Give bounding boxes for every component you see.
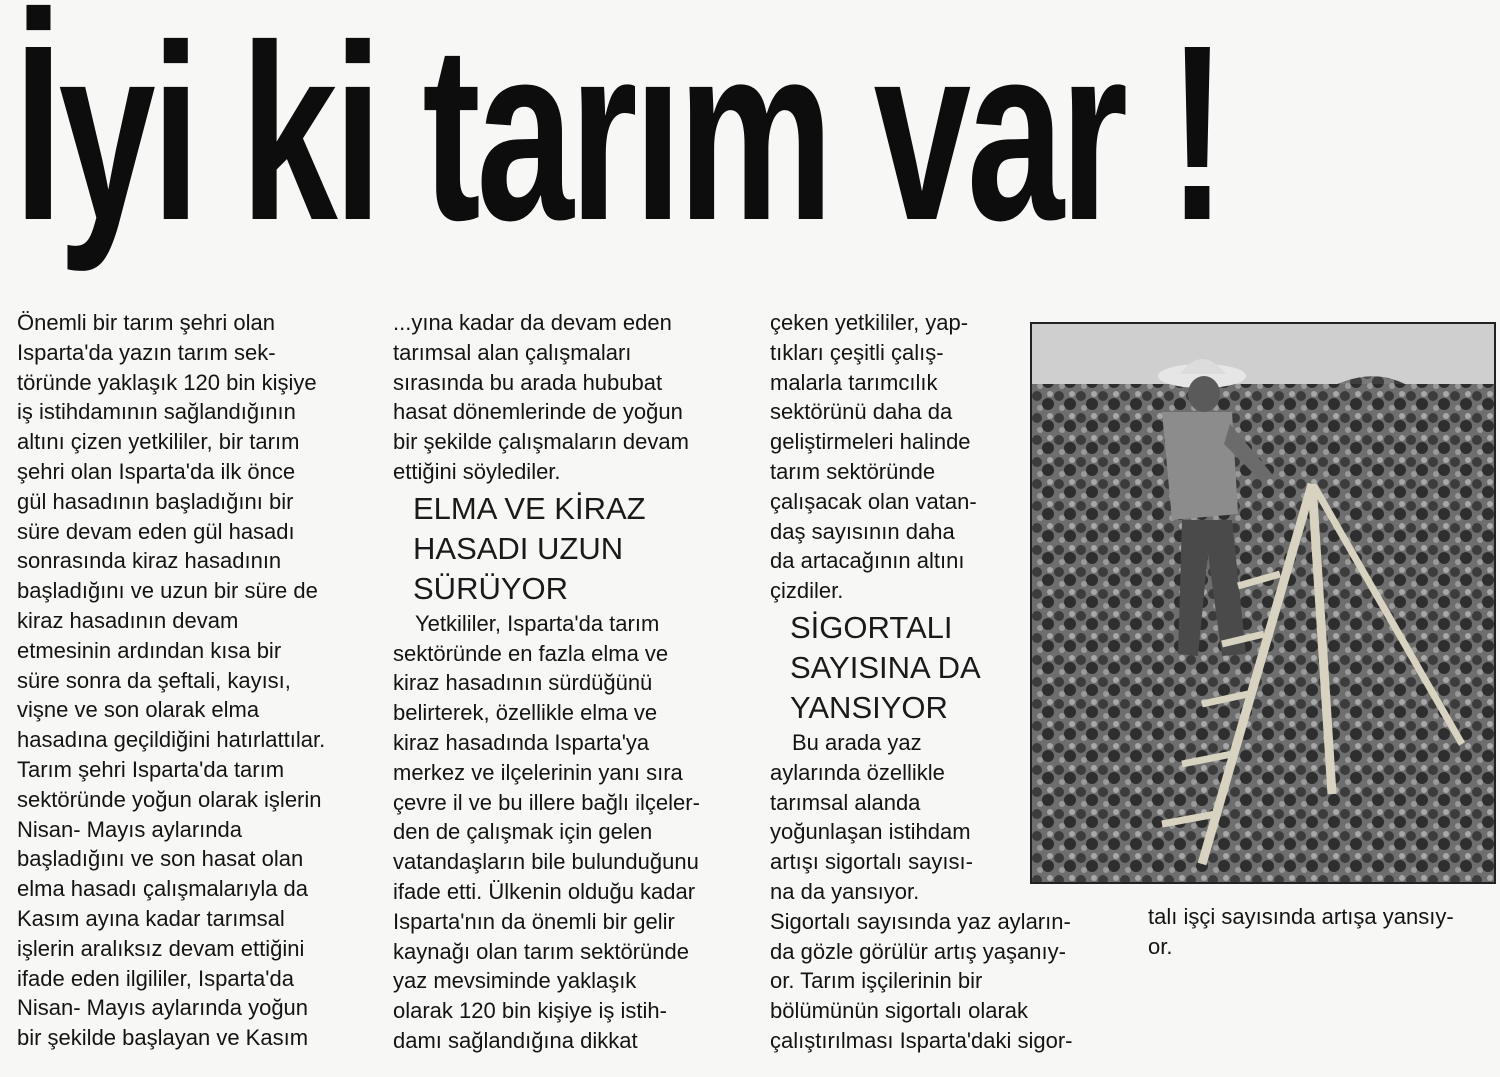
text-line: daş sayısının daha	[770, 518, 955, 544]
text-line: tıkları çeşitli çalış-	[770, 339, 944, 365]
text-line: malarla tarımcılık	[770, 369, 938, 395]
text-line: or. Tarım işçilerinin bir	[770, 968, 983, 994]
text-line: sırasında bu arada hububat	[393, 369, 663, 395]
text-line: süre devam eden gül hasadı	[17, 518, 295, 544]
text-line: altını çizen yetkililer, bir tarım	[17, 429, 300, 455]
text-line: Isparta'da yazın tarım sek-	[17, 339, 276, 365]
text-line: çizdiler.	[770, 578, 844, 604]
text-line: sektöründe yoğun olarak işlerin	[17, 786, 322, 812]
text-line: bir şekilde başlayan ve Kasım	[17, 1025, 309, 1051]
text-line: başladığını ve uzun bir süre de	[17, 578, 318, 604]
text-line: sektöründe en fazla elma ve	[393, 640, 669, 666]
article-column-1	[17, 308, 377, 1053]
text-line: kiraz hasadında Isparta'ya	[393, 729, 650, 755]
subheading-line: HASADI UZUN	[413, 530, 624, 566]
text-line: damı sağlandığına dikkat	[393, 1027, 638, 1053]
text-line: gül hasadının başladığını bir	[17, 488, 294, 514]
text-line: tarım sektöründe	[770, 458, 936, 484]
text-line: geliştirmeleri halinde	[770, 429, 971, 455]
text-line: Yetkililer, Isparta'da tarım	[415, 610, 660, 636]
text-line: bir şekilde çalışmaların devam	[393, 429, 689, 455]
text-line: vişne ve son olarak elma	[17, 697, 260, 723]
text-line: ifade eden ilgililer, Isparta'da	[17, 965, 294, 991]
text-line: iş istihdamının sağlandığının	[17, 399, 296, 425]
text-line: şehri olan Isparta'da ilk önce	[17, 458, 296, 484]
text-line: kiraz hasadının devam	[17, 607, 239, 633]
subheading-line: ELMA VE KİRAZ	[413, 490, 646, 526]
text-line: ...yına kadar da devam eden	[393, 310, 672, 335]
text-line: kaynağı olan tarım sektöründe	[393, 938, 689, 964]
column-2-text-top	[393, 308, 753, 487]
text-line: tarımsal alanda	[770, 789, 921, 815]
text-line: Isparta'nın da önemli bir gelir	[393, 908, 675, 934]
text-line: kiraz hasadının sürdüğünü	[393, 670, 653, 696]
text-line: belirterek, özellikle elma ve	[393, 700, 658, 726]
text-line: da gözle görülür artış yaşanıy-	[770, 938, 1066, 964]
text-line: etmesinin ardından kısa bir	[17, 637, 282, 663]
subheading-line: SAYISINA DA	[790, 649, 981, 685]
text-line: sonrasında kiraz hasadının	[17, 548, 282, 574]
text-line: hasadına geçildiğini hatırlattılar.	[17, 727, 326, 753]
text-line: töründe yaklaşık 120 bin kişiye	[17, 369, 317, 395]
text-line: aylarında özellikle	[770, 759, 945, 785]
text-line: sektörünü daha da	[770, 399, 953, 425]
text-line: çalıştırılması Isparta'daki sigor-	[770, 1027, 1073, 1053]
text-line: yaz mevsiminde yaklaşık	[393, 968, 637, 994]
photo-farmer-on-ladder	[1030, 322, 1496, 884]
text-line: çalışacak olan vatan-	[770, 488, 977, 514]
text-line: bölümünün sigortalı olarak	[770, 998, 1029, 1024]
text-line: elma hasadı çalışmalarıyla da	[17, 876, 309, 902]
headline: İyi ki tarım var !	[14, 0, 1223, 272]
text-line: yoğunlaşan istihdam	[770, 819, 971, 845]
photo-caption	[1148, 902, 1498, 962]
subheading-elma-kiraz	[393, 489, 753, 609]
text-line: den de çalışmak için gelen	[393, 819, 653, 845]
text-line: ifade etti. Ülkenin olduğu kadar	[393, 878, 696, 904]
text-line: Kasım ayına kadar tarımsal	[17, 905, 285, 931]
text-line: Nisan- Mayıs aylarında	[17, 816, 242, 842]
article-column-2	[393, 308, 753, 1056]
text-line: Nisan- Mayıs aylarında yoğun	[17, 995, 309, 1021]
subheading-line: YANSIYOR	[790, 689, 948, 725]
text-line: na da yansıyor.	[770, 878, 920, 904]
text-line: ettiğini söylediler.	[393, 458, 561, 484]
text-line: başladığını ve son hasat olan	[17, 846, 304, 872]
caption-line: or.	[1148, 934, 1173, 959]
text-line: Tarım şehri Isparta'da tarım	[17, 756, 285, 782]
text-line: vatandaşların bile bulunduğunu	[393, 849, 699, 875]
text-line: çevre il ve bu illere bağlı ilçeler-	[393, 789, 700, 815]
text-line: hasat dönemlerinde de yoğun	[393, 399, 683, 425]
text-line: Önemli bir tarım şehri olan	[17, 310, 275, 335]
text-line: merkez ve ilçelerinin yanı sıra	[393, 759, 683, 785]
subheading-line: SÜRÜYOR	[413, 570, 569, 606]
caption-text	[1148, 902, 1498, 962]
text-line: süre sonra da şeftali, kayısı,	[17, 667, 291, 693]
text-line: artışı sigortalı sayısı-	[770, 849, 973, 875]
text-line: Bu arada yaz	[792, 729, 922, 755]
text-line: tarımsal alan çalışmaları	[393, 339, 632, 365]
text-line: olarak 120 bin kişiye iş istih-	[393, 998, 667, 1024]
text-line: Sigortalı sayısında yaz ayların-	[770, 908, 1071, 934]
photo-illustration	[1032, 324, 1494, 882]
text-line: çeken yetkililer, yap-	[770, 310, 969, 335]
text-line: da artacağının altını	[770, 548, 965, 574]
column-1-text	[17, 308, 377, 1053]
text-line: işlerin aralıksız devam ettiğini	[17, 935, 305, 961]
column-2-text-bottom	[393, 609, 753, 1056]
caption-line: talı işçi sayısında artışa yansıy-	[1148, 904, 1454, 929]
subheading-line: SİGORTALI	[790, 609, 953, 645]
